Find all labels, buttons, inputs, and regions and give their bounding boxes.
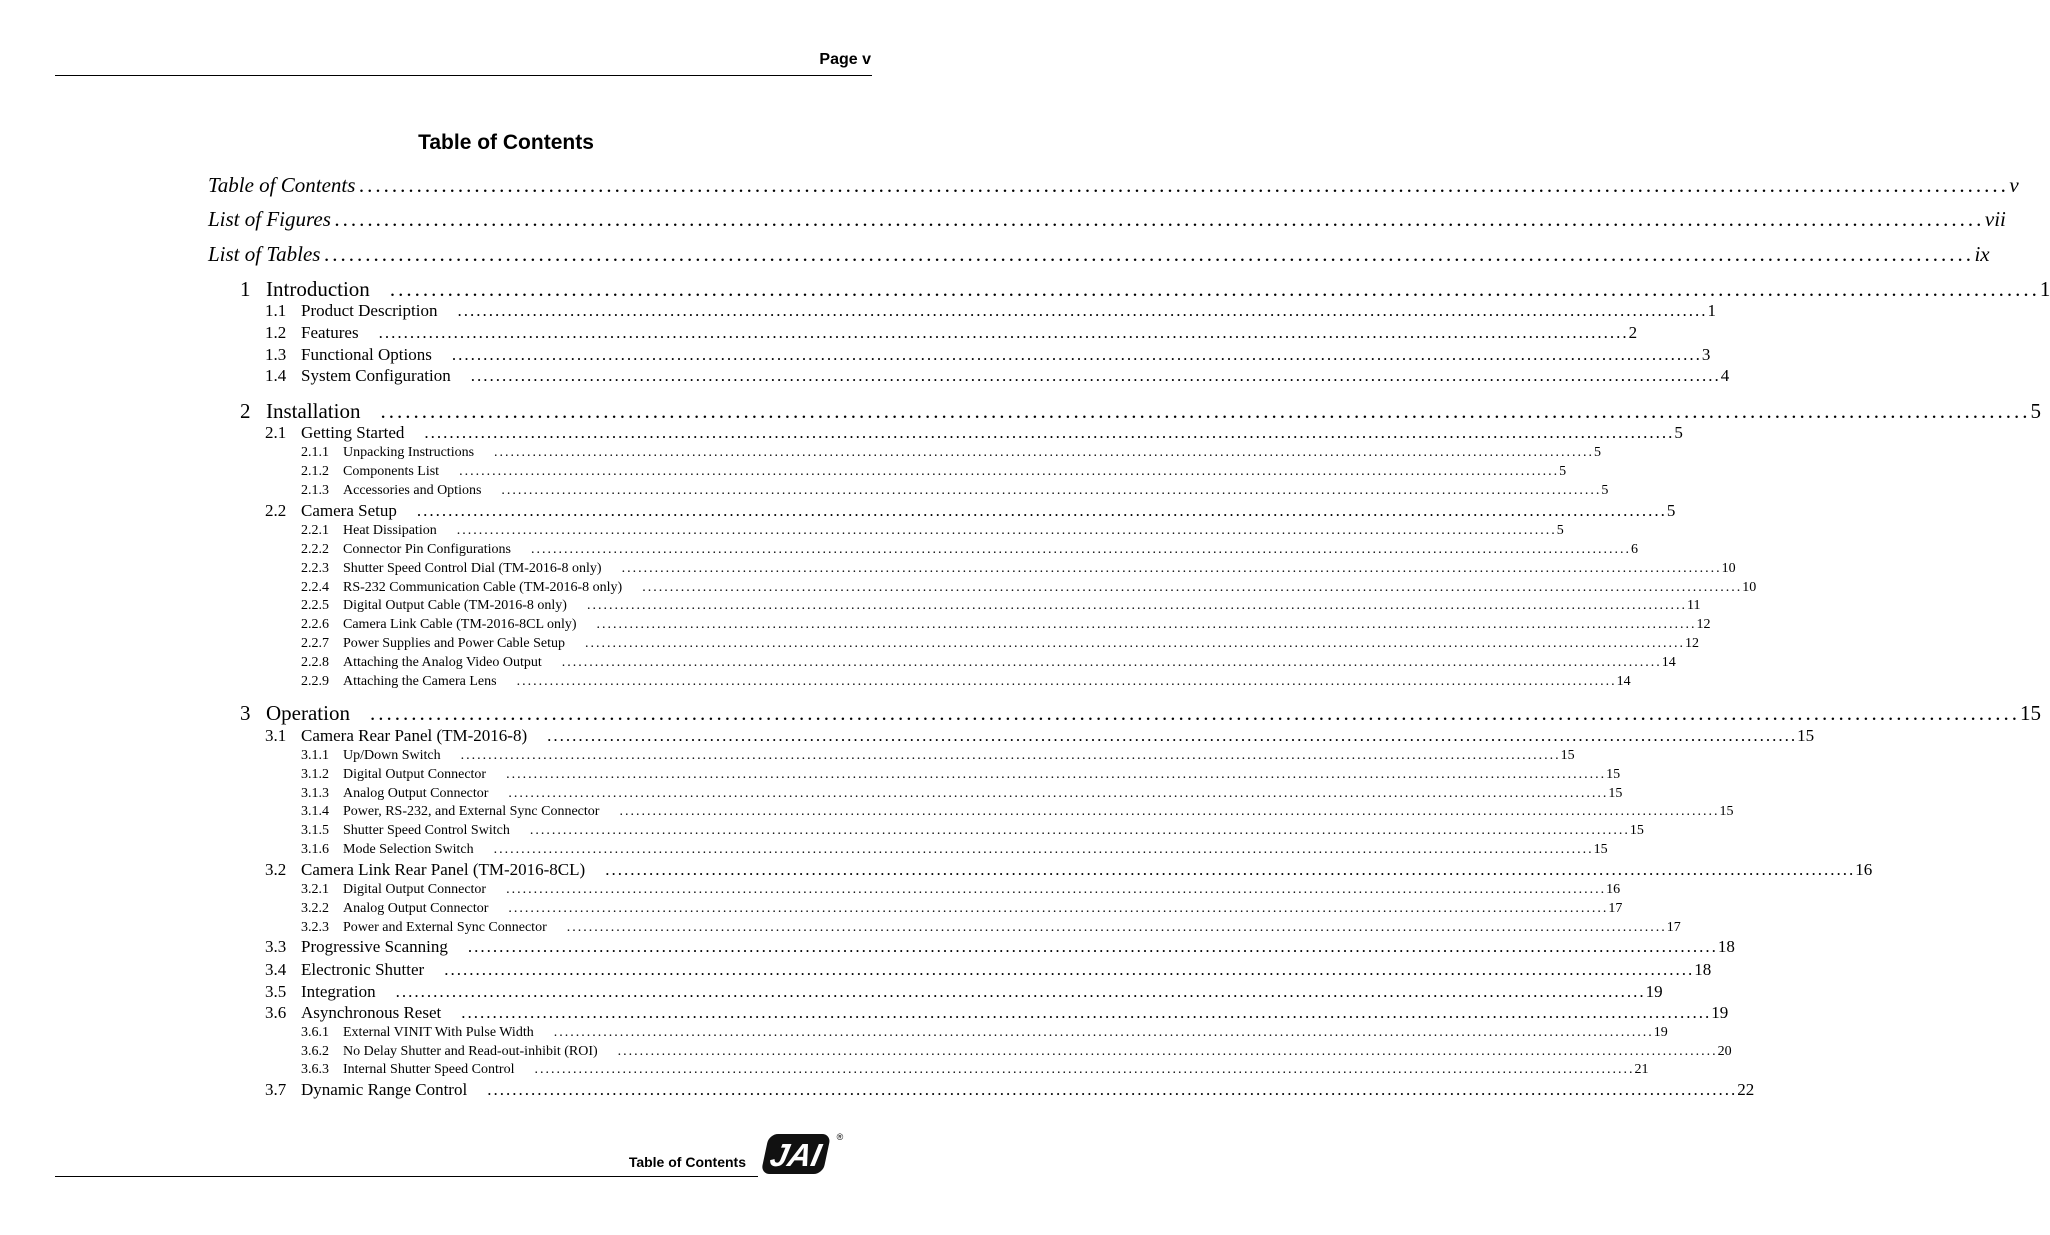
dot-leader: ........................................................................................................................................................................................................ bbox=[369, 701, 2020, 725]
toc-entry[interactable] bbox=[301, 483, 1609, 501]
toc-label: Functional Options bbox=[301, 345, 432, 364]
toc-entry[interactable] bbox=[301, 674, 1631, 692]
toc-number: 2.1.1 bbox=[301, 445, 329, 460]
dot-leader: ........................................................................................................................................................................................................ bbox=[501, 483, 1602, 498]
toc-number: 3.5 bbox=[265, 982, 287, 1001]
toc-page-number: 15 bbox=[1606, 767, 1621, 782]
dot-leader: ........................................................................................................................................................................................................ bbox=[444, 960, 1695, 979]
jai-logo bbox=[762, 1130, 844, 1178]
toc-page-number: 3 bbox=[1701, 345, 1711, 364]
toc-number: 1.4 bbox=[265, 366, 287, 385]
dot-leader: ........................................................................................................................................................................................................ bbox=[467, 937, 1718, 956]
dot-leader: ........................................................................................................................................................................................................ bbox=[553, 1025, 1654, 1040]
dot-leader: ........................................................................................................................................................................................................ bbox=[585, 636, 1686, 651]
toc-number: 3.1.2 bbox=[301, 767, 329, 782]
toc-entry[interactable] bbox=[301, 786, 1623, 804]
toc-entry[interactable] bbox=[265, 423, 1683, 445]
toc-label: Operation bbox=[266, 701, 350, 725]
toc-number: 2.1 bbox=[265, 423, 287, 442]
dot-leader: ........................................................................................................................................................................................................ bbox=[561, 655, 1662, 670]
toc-number: 3.1 bbox=[265, 726, 287, 745]
toc-page-number: 20 bbox=[1717, 1044, 1732, 1059]
toc-page-number: 5 bbox=[1594, 445, 1602, 460]
toc-label: Power Supplies and Power Cable Setup bbox=[343, 636, 566, 651]
toc-label: Camera Link Cable (TM-2016-8CL only) bbox=[343, 617, 577, 632]
toc-label: Product Description bbox=[301, 301, 438, 320]
dot-leader: ........................................................................................................................................................................................................ bbox=[424, 423, 1675, 442]
toc-label: Table of Contents bbox=[208, 173, 356, 197]
toc-label: Asynchronous Reset bbox=[301, 1003, 442, 1022]
toc-number: 3 bbox=[240, 701, 251, 725]
toc-label: Connector Pin Configurations bbox=[343, 542, 511, 557]
toc-entry[interactable] bbox=[240, 701, 2041, 727]
dot-leader: ........................................................................................................................................................................................................ bbox=[416, 501, 1667, 520]
toc-entry[interactable] bbox=[301, 523, 1564, 541]
toc-number: 3.2.2 bbox=[301, 901, 329, 916]
dot-leader: ........................................................................................................................................................................................................ bbox=[508, 901, 1609, 916]
toc-page-number: ix bbox=[1974, 242, 1990, 266]
toc-page-number: 15 bbox=[2019, 701, 2041, 725]
toc-entry[interactable] bbox=[265, 860, 1873, 882]
toc-number: 1.2 bbox=[265, 323, 287, 342]
toc-entry[interactable] bbox=[301, 580, 1757, 598]
toc-number: 3.1.5 bbox=[301, 823, 329, 838]
toc-entry[interactable] bbox=[265, 345, 1711, 367]
toc-entry[interactable] bbox=[301, 882, 1621, 900]
toc-page-number: 5 bbox=[1666, 501, 1676, 520]
dot-leader: ........................................................................................................................................................................................................ bbox=[395, 982, 1646, 1001]
toc-number: 3.2.3 bbox=[301, 920, 329, 935]
toc-label: Mode Selection Switch bbox=[343, 842, 474, 857]
toc-entry[interactable] bbox=[265, 301, 1716, 323]
toc-page-number: 1 bbox=[2039, 277, 2050, 301]
toc-entry[interactable] bbox=[265, 323, 1638, 345]
toc-page-number: 5 bbox=[1556, 523, 1564, 538]
dot-leader: ........................................................................................................................................................................................................ bbox=[508, 786, 1609, 801]
toc-label: RS-232 Communication Cable (TM-2016-8 only) bbox=[343, 580, 623, 595]
toc-entry[interactable] bbox=[265, 366, 1730, 388]
toc-number: 3.2 bbox=[265, 860, 287, 879]
dot-leader: ........................................................................................................................................................................................................ bbox=[617, 1044, 1718, 1059]
toc-entry[interactable] bbox=[301, 767, 1621, 785]
dot-leader: ........................................................................................................................................................................................................ bbox=[506, 882, 1607, 897]
dot-leader: ........................................................................................................................................................................................................ bbox=[334, 207, 1985, 231]
toc-entry[interactable] bbox=[301, 445, 1602, 463]
toc-label: Camera Setup bbox=[301, 501, 397, 520]
toc-page-number: 15 bbox=[1719, 804, 1734, 819]
toc-label: No Delay Shutter and Read-out-inhibit (ROI) bbox=[343, 1044, 598, 1059]
toc-page-number: vii bbox=[1984, 207, 2006, 231]
dot-leader: ........................................................................................................................................................................................................ bbox=[494, 445, 1595, 460]
toc-number: 3.1.6 bbox=[301, 842, 329, 857]
toc-page-number: 19 bbox=[1645, 982, 1663, 1001]
toc-entry[interactable] bbox=[301, 901, 1623, 919]
toc-entry[interactable] bbox=[301, 598, 1701, 616]
toc-page-number: 21 bbox=[1634, 1062, 1649, 1077]
page-title: Table of Contents bbox=[418, 131, 594, 154]
dot-leader: ........................................................................................................................................................................................................ bbox=[529, 823, 1630, 838]
toc-page-number: 15 bbox=[1797, 726, 1815, 745]
toc-entry[interactable] bbox=[265, 937, 1735, 959]
toc-entry[interactable] bbox=[301, 804, 1734, 822]
toc-label: Digital Output Cable (TM-2016-8 only) bbox=[343, 598, 567, 613]
toc-number: 3.6 bbox=[265, 1003, 287, 1022]
dot-leader: ........................................................................................................................................................................................................ bbox=[642, 580, 1743, 595]
toc-number: 3.6.2 bbox=[301, 1044, 329, 1059]
toc-number: 1.3 bbox=[265, 345, 287, 364]
footer-label: Table of Contents bbox=[628, 1154, 746, 1170]
dot-leader: ........................................................................................................................................................................................................ bbox=[461, 1003, 1712, 1022]
page-number: Page v bbox=[819, 51, 871, 68]
toc-page-number: 5 bbox=[1601, 483, 1609, 498]
toc-number: 2.2.5 bbox=[301, 598, 329, 613]
registered-mark: ® bbox=[836, 1132, 844, 1142]
toc-page-number: 6 bbox=[1631, 542, 1638, 557]
toc-page-number: 17 bbox=[1666, 920, 1681, 935]
toc-entry[interactable] bbox=[301, 542, 1638, 560]
toc-label: Attaching the Camera Lens bbox=[343, 674, 497, 689]
toc-label: Integration bbox=[301, 982, 376, 1001]
toc-label: Progressive Scanning bbox=[301, 937, 448, 956]
toc-page-number: 15 bbox=[1608, 786, 1623, 801]
dot-leader: ........................................................................................................................................................................................................ bbox=[547, 726, 1798, 745]
toc-entry[interactable] bbox=[265, 1003, 1729, 1025]
toc-page-number: 16 bbox=[1855, 860, 1873, 879]
toc-label: Introduction bbox=[266, 277, 370, 301]
dot-leader: ........................................................................................................................................................................................................ bbox=[605, 860, 1856, 879]
toc-label: Electronic Shutter bbox=[301, 960, 425, 979]
toc-page-number: 16 bbox=[1606, 882, 1621, 897]
toc-label: Installation bbox=[266, 399, 361, 423]
toc-label: List of Tables bbox=[208, 242, 321, 266]
dot-leader: ........................................................................................................................................................................................................ bbox=[457, 301, 1708, 320]
toc-label: Power, RS-232, and External Sync Connector bbox=[343, 804, 600, 819]
toc-entry[interactable] bbox=[265, 982, 1663, 1004]
toc-label: Digital Output Connector bbox=[343, 767, 487, 782]
toc-page-number: 18 bbox=[1717, 937, 1735, 956]
toc-entry[interactable] bbox=[301, 748, 1575, 766]
dot-leader: ........................................................................................................................................................................................................ bbox=[493, 842, 1594, 857]
toc-label: Camera Link Rear Panel (TM-2016-8CL) bbox=[301, 860, 586, 879]
toc-entry[interactable] bbox=[301, 842, 1608, 860]
toc-label: Unpacking Instructions bbox=[343, 445, 475, 460]
toc-number: 1 bbox=[240, 277, 251, 301]
toc-label: Shutter Speed Control Switch bbox=[343, 823, 510, 838]
toc-number: 2.2.2 bbox=[301, 542, 329, 557]
toc-number: 3.6.1 bbox=[301, 1025, 329, 1040]
dot-leader: ........................................................................................................................................................................................................ bbox=[487, 1080, 1738, 1099]
dot-leader: ........................................................................................................................................................................................................ bbox=[516, 674, 1617, 689]
dot-leader: ........................................................................................................................................................................................................ bbox=[456, 523, 1557, 538]
toc-label: Camera Rear Panel (TM-2016-8) bbox=[301, 726, 528, 745]
toc-number: 3.4 bbox=[265, 960, 287, 979]
dot-leader: ........................................................................................................................................................................................................ bbox=[324, 242, 1975, 266]
toc-number: 2.2.8 bbox=[301, 655, 329, 670]
toc-number: 2.2.1 bbox=[301, 523, 329, 538]
toc-label: Getting Started bbox=[301, 423, 405, 442]
toc-number: 2.2 bbox=[265, 501, 287, 520]
toc-page-number: 19 bbox=[1653, 1025, 1668, 1040]
toc-number: 3.3 bbox=[265, 937, 287, 956]
toc-page-number: 2 bbox=[1628, 323, 1638, 342]
toc-entry[interactable] bbox=[240, 277, 2050, 303]
toc-label: Accessories and Options bbox=[343, 483, 482, 498]
dot-leader: ........................................................................................................................................................................................................ bbox=[586, 598, 1687, 613]
dot-leader: ........................................................................................................................................................................................................ bbox=[534, 1062, 1635, 1077]
toc-entry[interactable] bbox=[301, 920, 1681, 938]
toc-number: 2 bbox=[240, 399, 251, 423]
toc-entry[interactable] bbox=[265, 726, 1815, 748]
toc-number: 3.6.3 bbox=[301, 1062, 329, 1077]
dot-leader: ........................................................................................................................................................................................................ bbox=[459, 464, 1560, 479]
toc-label: Features bbox=[301, 323, 359, 342]
toc-label: Components List bbox=[343, 464, 440, 479]
dot-leader: ........................................................................................................................................................................................................ bbox=[621, 561, 1722, 576]
toc-page-number: 19 bbox=[1711, 1003, 1729, 1022]
logo-text: JAI bbox=[766, 1137, 825, 1173]
toc-label: Heat Dissipation bbox=[343, 523, 437, 538]
toc-entry[interactable] bbox=[301, 464, 1567, 482]
dot-leader: ........................................................................................................................................................................................................ bbox=[566, 920, 1667, 935]
toc-number: 2.2.7 bbox=[301, 636, 329, 651]
toc-entry[interactable] bbox=[301, 655, 1676, 673]
toc-label: List of Figures bbox=[208, 207, 331, 231]
toc-label: Digital Output Connector bbox=[343, 882, 487, 897]
toc-page-number: 1 bbox=[1707, 301, 1716, 320]
toc-entry[interactable] bbox=[208, 207, 2006, 233]
toc-page-number: 5 bbox=[2030, 399, 2041, 423]
dot-leader: ........................................................................................................................................................................................................ bbox=[380, 399, 2031, 423]
toc-entry[interactable] bbox=[301, 561, 1736, 579]
toc-entry[interactable] bbox=[265, 960, 1712, 982]
toc-page-number: 15 bbox=[1593, 842, 1608, 857]
toc-page-number: 12 bbox=[1696, 617, 1711, 632]
toc-number: 3.1.4 bbox=[301, 804, 329, 819]
toc-label: Analog Output Connector bbox=[343, 786, 489, 801]
toc-page-number: 17 bbox=[1608, 901, 1623, 916]
toc-page-number: 18 bbox=[1694, 960, 1712, 979]
toc-label: Dynamic Range Control bbox=[301, 1080, 468, 1099]
toc-page-number: 14 bbox=[1616, 674, 1631, 689]
dot-leader: ........................................................................................................................................................................................................ bbox=[378, 323, 1629, 342]
toc-number: 3.1.3 bbox=[301, 786, 329, 801]
dot-leader: ........................................................................................................................................................................................................ bbox=[506, 767, 1607, 782]
toc-entry[interactable] bbox=[265, 1080, 1755, 1102]
toc-entry[interactable] bbox=[301, 1062, 1649, 1080]
toc-entry[interactable] bbox=[301, 823, 1644, 841]
toc-page-number: 5 bbox=[1559, 464, 1567, 479]
toc-label: External VINIT With Pulse Width bbox=[343, 1025, 534, 1040]
toc-label: System Configuration bbox=[301, 366, 451, 385]
toc-page-number: v bbox=[2009, 173, 2019, 197]
toc-entry[interactable] bbox=[301, 617, 1711, 635]
toc-entry[interactable] bbox=[240, 399, 2041, 425]
toc-page-number: 12 bbox=[1685, 636, 1700, 651]
dot-leader: ........................................................................................................................................................................................................ bbox=[389, 277, 2040, 301]
toc-entry[interactable] bbox=[301, 1044, 1732, 1062]
dot-leader: ........................................................................................................................................................................................................ bbox=[596, 617, 1697, 632]
toc-label: Power and External Sync Connector bbox=[343, 920, 547, 935]
toc-entry[interactable] bbox=[208, 173, 2019, 199]
toc-number: 3.7 bbox=[265, 1080, 287, 1099]
toc-label: Up/Down Switch bbox=[343, 748, 441, 763]
toc-page-number: 15 bbox=[1629, 823, 1644, 838]
toc-number: 2.2.4 bbox=[301, 580, 329, 595]
dot-leader: ........................................................................................................................................................................................................ bbox=[619, 804, 1720, 819]
toc-number: 3.2.1 bbox=[301, 882, 329, 897]
toc-entry[interactable] bbox=[301, 1025, 1668, 1043]
dot-leader: ........................................................................................................................................................................................................ bbox=[470, 366, 1721, 385]
footer-rule bbox=[55, 1176, 758, 1177]
toc-number: 1.1 bbox=[265, 301, 287, 320]
toc-label: Shutter Speed Control Dial (TM-2016-8 only) bbox=[343, 561, 602, 576]
toc-entry[interactable] bbox=[301, 636, 1700, 654]
toc-label: Internal Shutter Speed Control bbox=[343, 1062, 515, 1077]
toc-page-number: 10 bbox=[1742, 580, 1757, 595]
toc-page-number: 4 bbox=[1720, 366, 1730, 385]
toc-number: 2.2.3 bbox=[301, 561, 329, 576]
toc-number: 2.1.2 bbox=[301, 464, 329, 479]
toc-entry[interactable] bbox=[208, 242, 1990, 268]
dot-leader: ........................................................................................................................................................................................................ bbox=[531, 542, 1631, 557]
toc-number: 2.2.6 bbox=[301, 617, 329, 632]
toc-number: 2.1.3 bbox=[301, 483, 329, 498]
toc-number: 2.2.9 bbox=[301, 674, 329, 689]
dot-leader: ........................................................................................................................................................................................................ bbox=[451, 345, 1702, 364]
toc-entry[interactable] bbox=[265, 501, 1676, 523]
toc-page-number: 14 bbox=[1661, 655, 1676, 670]
toc-page-number: 5 bbox=[1674, 423, 1683, 442]
toc-page-number: 10 bbox=[1721, 561, 1736, 576]
toc-page-number: 11 bbox=[1686, 598, 1701, 613]
toc-page-number: 22 bbox=[1737, 1080, 1755, 1099]
toc-label: Analog Output Connector bbox=[343, 901, 489, 916]
toc-label: Attaching the Analog Video Output bbox=[343, 655, 542, 670]
dot-leader: ........................................................................................................................................................................................................ bbox=[359, 173, 2010, 197]
dot-leader: ........................................................................................................................................................................................................ bbox=[460, 748, 1561, 763]
toc-number: 3.1.1 bbox=[301, 748, 329, 763]
toc-page-number: 15 bbox=[1560, 748, 1575, 763]
